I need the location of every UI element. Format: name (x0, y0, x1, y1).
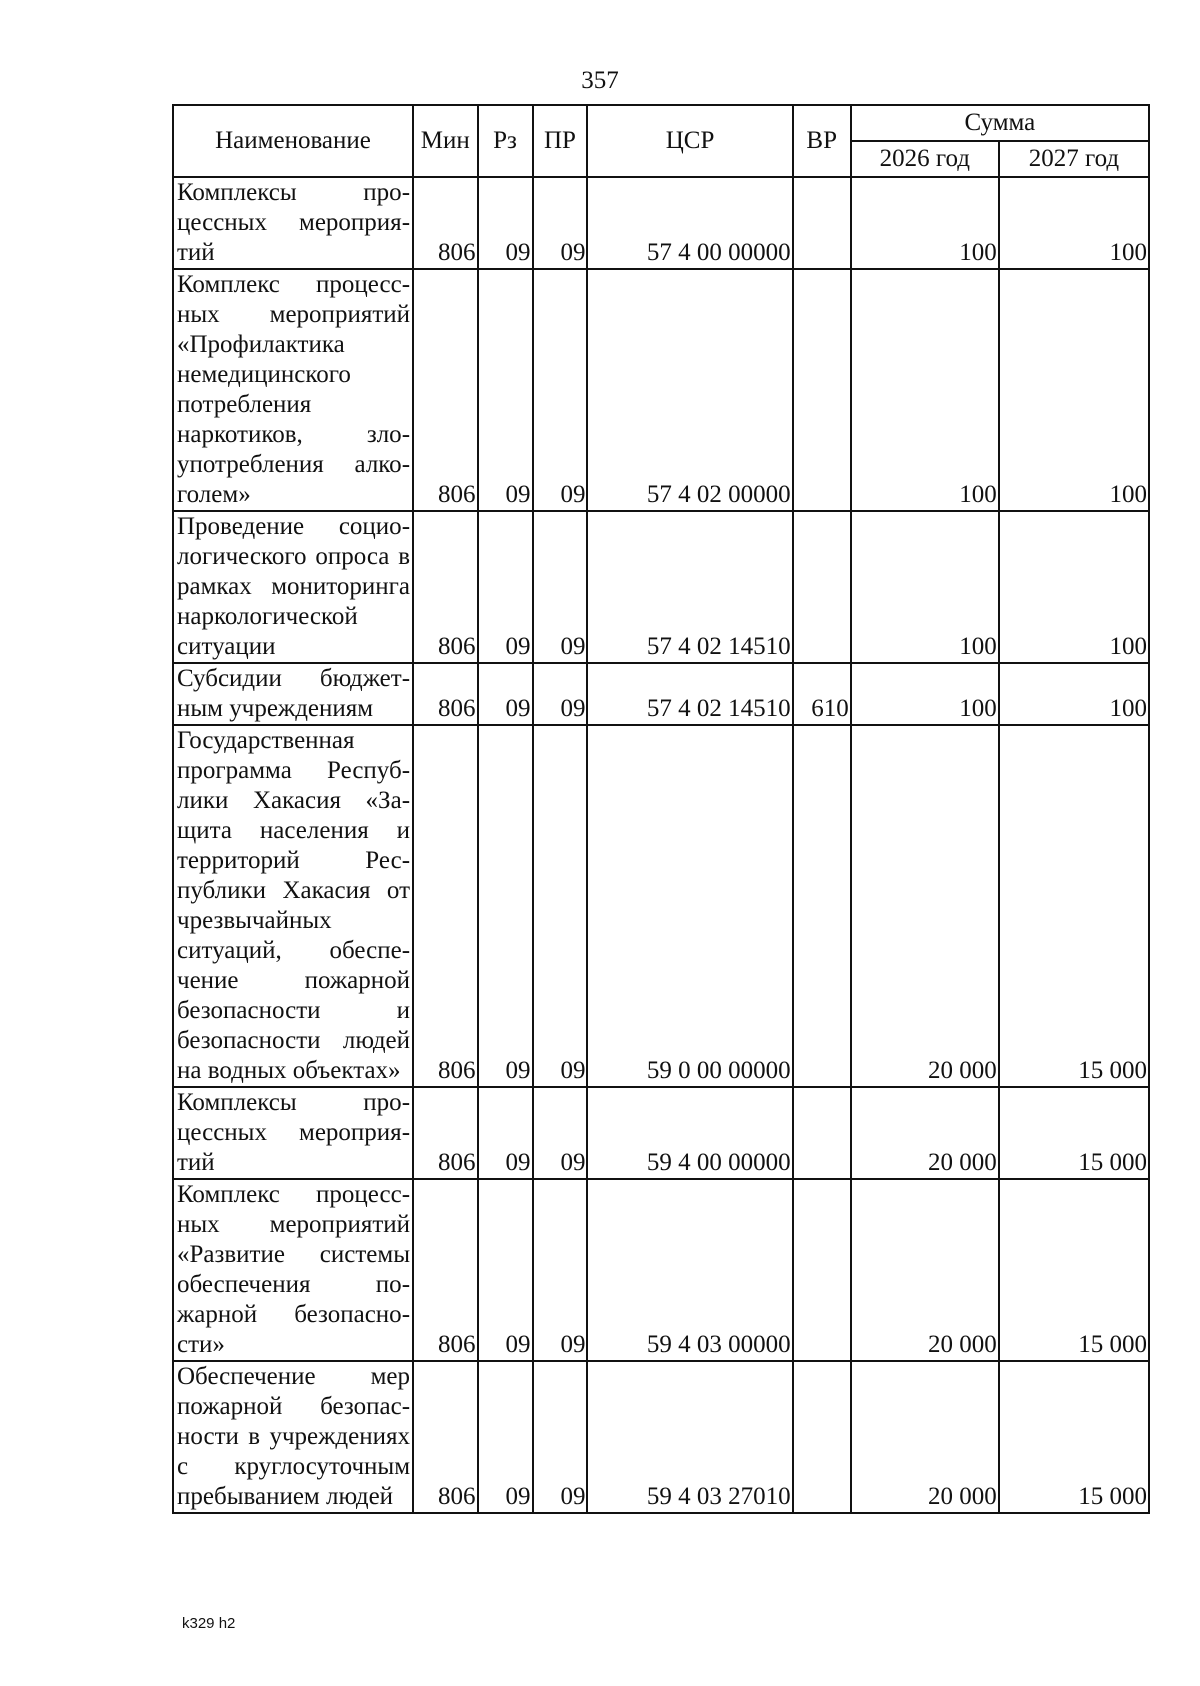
cell-rz: 09 (478, 511, 533, 663)
cell-vr (793, 725, 851, 1087)
header-pr: ПР (533, 105, 588, 177)
cell-name: Комплекс процессных мероприятий «Развитие системы обеспечения пожарной безопасности» (173, 1179, 413, 1361)
budget-table (172, 104, 1150, 1514)
cell-pr: 09 (533, 269, 588, 511)
cell-vr: 610 (793, 663, 851, 725)
cell-pr: 09 (533, 725, 588, 1087)
header-vr: ВР (793, 105, 851, 177)
cell-pr: 09 (533, 1179, 588, 1361)
cell-csr: 59 4 03 27010 (587, 1361, 792, 1513)
cell-2027: 100 (999, 269, 1149, 511)
table-row (173, 269, 1149, 511)
header-sum: Сумма (851, 105, 1149, 141)
table-row (173, 511, 1149, 663)
cell-2027: 15 000 (999, 1361, 1149, 1513)
cell-rz: 09 (478, 1087, 533, 1179)
cell-2026: 20 000 (851, 1087, 999, 1179)
cell-2026: 100 (851, 269, 999, 511)
cell-min: 806 (413, 1361, 478, 1513)
cell-2026: 100 (851, 511, 999, 663)
header-rz: Рз (478, 105, 533, 177)
cell-2026: 100 (851, 177, 999, 269)
cell-name: Комплекс процессных мероприятий «Профилактика немедицинского потребления наркотиков, злоупотребления алкоголем» (173, 269, 413, 511)
cell-pr: 09 (533, 511, 588, 663)
cell-2027: 15 000 (999, 725, 1149, 1087)
header-csr: ЦСР (587, 105, 792, 177)
cell-2027: 100 (999, 177, 1149, 269)
table-row (173, 1087, 1149, 1179)
cell-2027: 100 (999, 511, 1149, 663)
cell-pr: 09 (533, 1087, 588, 1179)
cell-vr (793, 511, 851, 663)
cell-2026: 100 (851, 663, 999, 725)
header-year-2027: 2027 год (999, 141, 1149, 177)
cell-name: Проведение социологического опроса в рамках мониторинга наркологической ситуации (173, 511, 413, 663)
cell-csr: 57 4 00 00000 (587, 177, 792, 269)
cell-2027: 15 000 (999, 1087, 1149, 1179)
cell-name: Обеспечение мер пожарной безопасности в учреждениях с круглосуточным пребыванием людей (173, 1361, 413, 1513)
cell-2027: 15 000 (999, 1179, 1149, 1361)
header-row (173, 105, 1149, 141)
cell-csr: 59 4 03 00000 (587, 1179, 792, 1361)
cell-name: Комплексы процессных мероприятий (173, 177, 413, 269)
footer-code: k329 h2 (182, 1615, 236, 1632)
cell-name: Комплексы процессных мероприятий (173, 1087, 413, 1179)
cell-rz: 09 (478, 663, 533, 725)
page-number: 357 (581, 67, 619, 94)
header-name: Наименование (173, 105, 413, 177)
header-year-2026: 2026 год (851, 141, 999, 177)
table-row (173, 1361, 1149, 1513)
cell-csr: 59 0 00 00000 (587, 725, 792, 1087)
cell-min: 806 (413, 269, 478, 511)
cell-vr (793, 177, 851, 269)
cell-name: Субсидии бюджетным учреждениям (173, 663, 413, 725)
cell-rz: 09 (478, 725, 533, 1087)
cell-pr: 09 (533, 663, 588, 725)
table-header (173, 105, 1149, 177)
table-row (173, 725, 1149, 1087)
cell-vr (793, 1179, 851, 1361)
cell-2026: 20 000 (851, 1361, 999, 1513)
cell-min: 806 (413, 1179, 478, 1361)
cell-pr: 09 (533, 1361, 588, 1513)
cell-vr (793, 1087, 851, 1179)
cell-csr: 57 4 02 14510 (587, 663, 792, 725)
cell-rz: 09 (478, 269, 533, 511)
table-row (173, 177, 1149, 269)
cell-2026: 20 000 (851, 1179, 999, 1361)
cell-2027: 100 (999, 663, 1149, 725)
cell-2026: 20 000 (851, 725, 999, 1087)
cell-csr: 57 4 02 14510 (587, 511, 792, 663)
cell-rz: 09 (478, 177, 533, 269)
cell-vr (793, 269, 851, 511)
cell-min: 806 (413, 663, 478, 725)
cell-csr: 59 4 00 00000 (587, 1087, 792, 1179)
cell-pr: 09 (533, 177, 588, 269)
cell-rz: 09 (478, 1179, 533, 1361)
cell-vr (793, 1361, 851, 1513)
cell-min: 806 (413, 511, 478, 663)
cell-rz: 09 (478, 1361, 533, 1513)
table-body (173, 177, 1149, 1513)
cell-min: 806 (413, 725, 478, 1087)
table-row (173, 663, 1149, 725)
header-min: Мин (413, 105, 478, 177)
cell-min: 806 (413, 1087, 478, 1179)
cell-min: 806 (413, 177, 478, 269)
cell-csr: 57 4 02 00000 (587, 269, 792, 511)
table-row (173, 1179, 1149, 1361)
cell-name: Государственная программа Республики Хакасия «Защита населения и территорий Республики Хакасия от чрезвычайных ситуаций, обеспечение пожарной безопасности и безопасности людей на водных объектах» (173, 725, 413, 1087)
